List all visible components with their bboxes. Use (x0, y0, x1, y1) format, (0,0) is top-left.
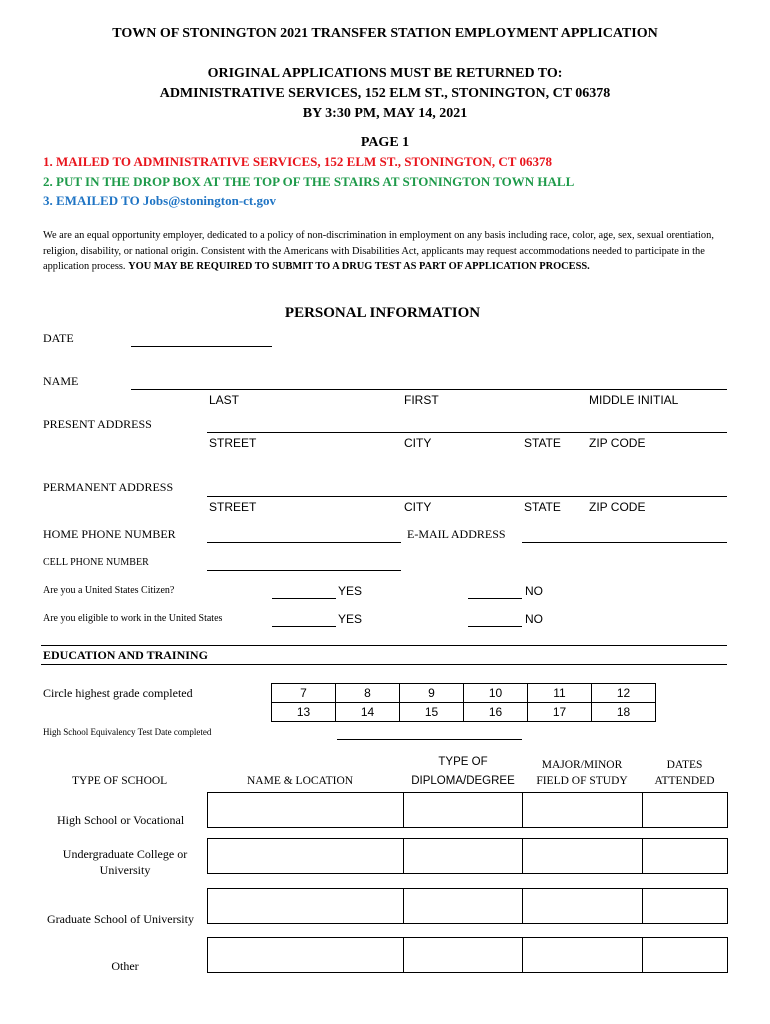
permanent-city-caption: CITY (404, 500, 432, 514)
equivalency-line (337, 739, 522, 740)
home-phone-input[interactable] (207, 527, 401, 542)
method-drop-box: 2. PUT IN THE DROP BOX AT THE TOP OF THE STAIRS AT STONINGTON TOWN HALL (43, 174, 575, 189)
name-last-caption: LAST (209, 393, 240, 407)
name-first-caption: FIRST (404, 393, 439, 407)
cell-phone-line (207, 570, 401, 571)
permanent-address-label: PERMANENT ADDRESS (43, 480, 174, 494)
permanent-address-input[interactable] (207, 481, 727, 496)
equivalency-input[interactable] (337, 724, 522, 739)
method-email: 3. EMAILED TO Jobs@stonington-ct.gov (43, 193, 277, 208)
return-deadline: BY 3:30 PM, MAY 14, 2021 (302, 106, 468, 121)
school-major-cell[interactable] (522, 838, 643, 874)
present-street-caption: STREET (209, 436, 257, 450)
present-address-input[interactable] (207, 417, 727, 432)
eeo-policy (43, 228, 733, 275)
name-input[interactable] (131, 374, 727, 389)
permanent-street-caption: STREET (209, 500, 257, 514)
present-city-caption: CITY (404, 436, 432, 450)
grade-13[interactable]: 13 (272, 703, 336, 722)
eligible-yes-label: YES (338, 612, 363, 626)
school-diploma-cell[interactable] (403, 888, 523, 924)
cell-phone-input[interactable] (207, 555, 401, 570)
eligible-yes-line[interactable] (272, 626, 336, 627)
date-line (131, 346, 272, 347)
grade-17[interactable]: 17 (528, 703, 592, 722)
grade-11[interactable]: 11 (528, 684, 592, 703)
email-label: E-MAIL ADDRESS (407, 527, 506, 541)
citizen-yes-line[interactable] (272, 598, 336, 599)
permanent-state-caption: STATE (524, 500, 561, 514)
school-name-cell[interactable] (207, 888, 404, 924)
permanent-zip-caption: ZIP CODE (589, 500, 646, 514)
school-dates-cell[interactable] (642, 937, 728, 973)
return-instructions-line2: ADMINISTRATIVE SERVICES, 152 ELM ST., STONINGTON, CT 06378 (159, 86, 611, 101)
form-title: TOWN OF STONINGTON 2021 TRANSFER STATION EMPLOYMENT APPLICATION (112, 26, 658, 41)
eligible-question: Are you eligible to work in the United States (43, 613, 223, 624)
method-mail: 1. MAILED TO ADMINISTRATIVE SERVICES, 152 ELM ST., STONINGTON, CT 06378 (43, 154, 552, 169)
personal-info-heading: PERSONAL INFORMATION (284, 305, 481, 321)
permanent-address-line (207, 496, 727, 497)
date-input[interactable] (131, 331, 272, 346)
email-line (522, 542, 727, 543)
drug-test-notice: YOU MAY BE REQUIRED TO SUBMIT TO A DRUG TEST AS PART OF APPLICATION PROCESS. (128, 261, 590, 272)
col-diploma-line2: DIPLOMA/DEGREE (411, 775, 515, 787)
grade-label: Circle highest grade completed (43, 686, 193, 700)
grade-12[interactable]: 12 (592, 684, 656, 703)
grade-9[interactable]: 9 (400, 684, 464, 703)
col-dates-line2: ATTENDED (654, 775, 715, 787)
school-row-label: Graduate School of University (47, 912, 194, 926)
col-major-line1: MAJOR/MINOR (541, 759, 623, 771)
col-major-line2: FIELD OF STUDY (536, 775, 628, 787)
page-number: PAGE 1 (360, 135, 410, 150)
home-phone-label: HOME PHONE NUMBER (43, 527, 176, 541)
citizen-question: Are you a United States Citizen? (43, 585, 175, 596)
eligible-no-line[interactable] (468, 626, 522, 627)
col-dates-line1: DATES (666, 759, 703, 771)
grade-10[interactable]: 10 (464, 684, 528, 703)
date-label: DATE (43, 331, 74, 345)
school-major-cell[interactable] (522, 937, 643, 973)
school-name-cell[interactable] (207, 792, 404, 828)
grade-8[interactable]: 8 (336, 684, 400, 703)
col-type-of-school: TYPE OF SCHOOL (72, 775, 168, 787)
school-diploma-cell[interactable] (403, 792, 523, 828)
present-address-line (207, 432, 727, 433)
eeo-policy-text: We are an equal opportunity employer, dedicated to a policy of non-discrimination in employment on any basis including race, color, age, sex, sexual orentiation, religion, disability, or national origin. Consistent with the Americans with Disabilities Act, applicants may request accommodations needed to participate in the application process. (43, 230, 714, 272)
citizen-yes-label: YES (338, 584, 363, 598)
grade-16[interactable]: 16 (464, 703, 528, 722)
education-heading: EDUCATION AND TRAINING (43, 648, 208, 662)
grade-14[interactable]: 14 (336, 703, 400, 722)
equivalency-label: High School Equivalency Test Date completed (43, 727, 212, 737)
email-input[interactable] (522, 527, 727, 542)
name-line (131, 389, 727, 390)
education-heading-bar (41, 645, 727, 665)
home-phone-line (207, 542, 401, 543)
school-dates-cell[interactable] (642, 888, 728, 924)
return-instructions-line1: ORIGINAL APPLICATIONS MUST BE RETURNED TO: (207, 66, 563, 81)
grade-18[interactable]: 18 (592, 703, 656, 722)
present-address-label: PRESENT ADDRESS (43, 417, 152, 431)
school-diploma-cell[interactable] (403, 838, 523, 874)
cell-phone-label: CELL PHONE NUMBER (43, 557, 149, 568)
school-name-cell[interactable] (207, 937, 404, 973)
name-middle-caption: MIDDLE INITIAL (589, 393, 679, 407)
present-state-caption: STATE (524, 436, 561, 450)
citizen-no-line[interactable] (468, 598, 522, 599)
name-label: NAME (43, 374, 79, 388)
school-row-label: High School or Vocational (57, 813, 185, 827)
present-zip-caption: ZIP CODE (589, 436, 646, 450)
grade-table (271, 683, 656, 722)
school-row-label: Undergraduate College or (62, 847, 188, 861)
col-name-location: NAME & LOCATION (247, 775, 354, 787)
eligible-no-label: NO (525, 612, 543, 626)
school-row-label: Other (111, 959, 139, 973)
school-major-cell[interactable] (522, 792, 643, 828)
school-name-cell[interactable] (207, 838, 404, 874)
grade-15[interactable]: 15 (400, 703, 464, 722)
school-dates-cell[interactable] (642, 838, 728, 874)
school-diploma-cell[interactable] (403, 937, 523, 973)
school-major-cell[interactable] (522, 888, 643, 924)
grade-7[interactable]: 7 (272, 684, 336, 703)
col-diploma-line1: TYPE OF (438, 756, 488, 768)
citizen-no-label: NO (525, 584, 543, 598)
school-dates-cell[interactable] (642, 792, 728, 828)
school-row-label-line2: University (99, 863, 151, 877)
